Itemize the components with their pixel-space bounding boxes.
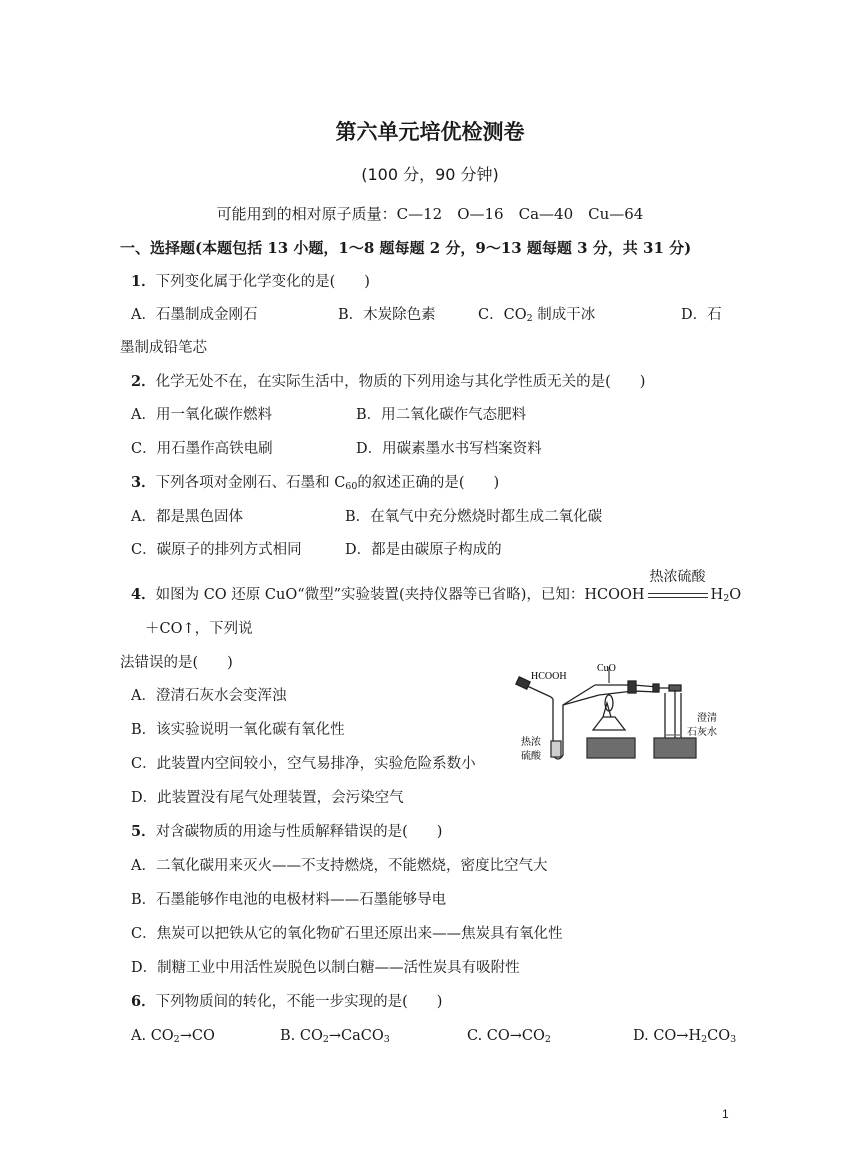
question-number: 3．	[131, 474, 156, 491]
q1-option-d-continued: 墨制成铅笔芯	[120, 340, 207, 356]
question-3: 3．下列各项对金刚石、石墨和 $C_{60}$的叙述正确的是( )	[131, 474, 500, 492]
exam-info: (100 分，90 分钟)	[361, 165, 499, 184]
q1-option-b: B．木炭除色素	[338, 307, 436, 323]
label-cuo: CuO	[597, 663, 616, 674]
q4-stem-line-2: ＋CO↑，下列说	[145, 621, 253, 637]
q1-option-c: C．$CO_2$ 制成干冰	[478, 307, 596, 324]
q3-option-b: B．在氧气中充分燃烧时都生成二氧化碳	[345, 509, 603, 525]
q4-option-b: B．该实验说明一氧化碳有氧化性	[131, 722, 345, 738]
q4-option-d: D．此装置没有尾气处理装置，会污染空气	[131, 790, 404, 806]
q6-option-a: A. $CO_2\to CO$	[131, 1028, 215, 1045]
q2-option-b: B．用二氧化碳作气态肥料	[356, 407, 527, 423]
q6-option-d: D. $CO\to H_2CO_3$	[633, 1028, 737, 1045]
q2-option-a: A．用一氧化碳作燃料	[131, 407, 272, 423]
question-stem: 下列变化属于化学变化的是( )	[155, 274, 370, 290]
label-lime-2: 石灰水	[687, 727, 717, 738]
question-6	[131, 992, 442, 1012]
question-number: 2．	[131, 373, 156, 390]
question-4: 4．如图为 CO 还原 CuO“微型”实验装置(夹持仪器等已省略)，已知：HCOOH 热浓硫酸 $H_2O$	[131, 569, 742, 604]
reaction-condition: 热浓硫酸	[645, 585, 711, 605]
question-5	[131, 822, 442, 842]
question-1	[131, 272, 370, 292]
question-stem: 下列物质间的转化，不能一步实现的是( )	[155, 994, 443, 1010]
question-number: 4．	[131, 586, 156, 603]
question-number: 6．	[131, 993, 156, 1010]
q5-option-d: D．制糖工业中用活性炭脱色以制白糖——活性炭具有吸附性	[131, 960, 520, 976]
section-heading: 一、选择题(本题包括 13 小题，1～8 题每题 2 分，9～13 题每题 3 分，共 31 分)	[120, 239, 692, 257]
q3-option-c: C．碳原子的排列方式相同	[131, 542, 302, 558]
q6-option-c: C. $CO\to CO_2$	[467, 1028, 551, 1045]
page-number: 1	[722, 1107, 729, 1121]
q5-option-a: A．二氧化碳用来灭火——不支持燃烧，不能燃烧，密度比空气大	[131, 858, 548, 874]
page-title: 第六单元培优检测卷	[335, 120, 525, 144]
q6-option-b: B. $CO_2\to CaCO_3$	[280, 1028, 390, 1045]
q5-option-b: B．石墨能够作电池的电极材料——石墨能够导电	[131, 892, 447, 908]
question-number: 1．	[131, 273, 156, 290]
question-stem: 化学无处不在，在实际生活中，物质的下列用途与其化学性质无关的是( )	[155, 374, 646, 390]
question-2	[131, 372, 645, 392]
label-lime-1: 澄清	[697, 713, 717, 724]
q2-option-c: C．用石墨作高铁电刷	[131, 441, 273, 457]
apparatus-figure	[503, 655, 731, 767]
question-stem: 对含碳物质的用途与性质解释错误的是( )	[155, 824, 443, 840]
atomic-masses: 可能用到的相对原子质量：C—12 O—16 Ca—40 Cu—64	[216, 205, 644, 223]
q3-option-d: D．都是由碳原子构成的	[345, 542, 502, 558]
question-number: 5．	[131, 823, 156, 840]
label-acid-1: 热浓	[521, 737, 541, 748]
label-acid-2: 硫酸	[521, 751, 541, 762]
q3-option-a: A．都是黑色固体	[131, 509, 243, 525]
q4-option-c: C．此装置内空间较小，空气易排净，实验危险系数小	[131, 756, 476, 772]
q1-option-d: D．石	[681, 307, 722, 323]
q2-option-d: D．用碳素墨水书写档案资料	[356, 441, 542, 457]
q4-option-a: A．澄清石灰水会变浑浊	[131, 688, 287, 704]
label-hcooh: HCOOH	[531, 671, 567, 682]
q5-option-c: C．焦炭可以把铁从它的氧化物矿石里还原出来——焦炭具有氧化性	[131, 926, 563, 942]
q4-stem-line-3: 法错误的是( )	[120, 655, 233, 671]
q1-option-a: A．石墨制成金刚石	[131, 307, 258, 323]
